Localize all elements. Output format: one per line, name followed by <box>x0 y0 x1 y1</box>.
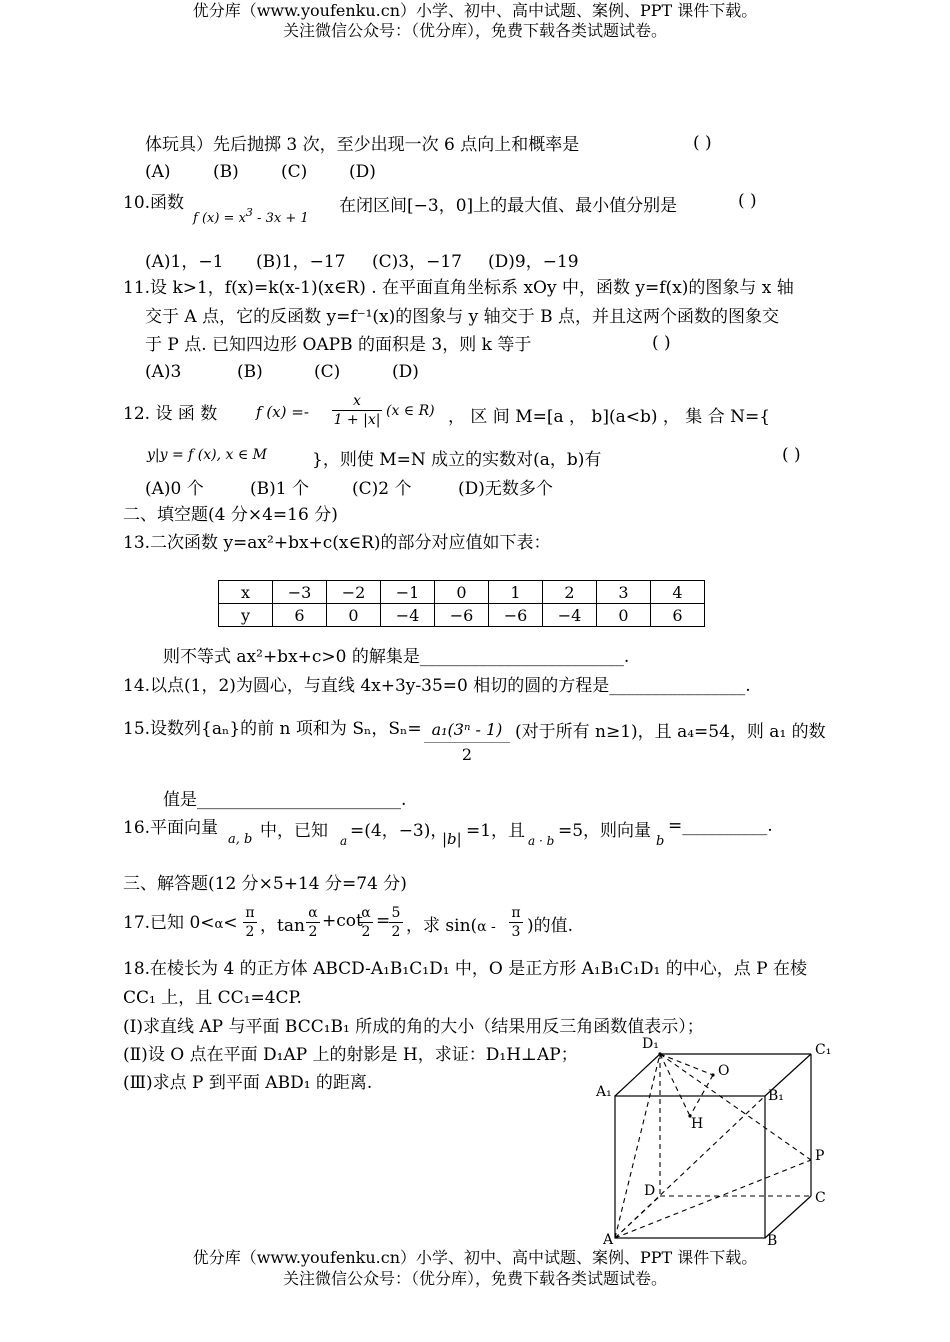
q10-text: 在闭区间[−3，0]上的最大值、最小值分别是 <box>339 196 678 216</box>
q18-line1: 18.在棱长为 4 的正方体 ABCD-A₁B₁C₁D₁ 中，O 是正方形 A₁B₁C₁D₁ 的中心，点 P 在棱 <box>123 959 807 979</box>
q12-f-lhs: f (x) =- <box>256 403 309 421</box>
q13-answer: 则不等式 ax²+bx+c>0 的解集是________________________. <box>163 647 630 667</box>
q17-frac-a2-1: α 2 <box>306 904 320 941</box>
edge-bc <box>765 1196 811 1238</box>
label-d1: D₁ <box>642 1036 659 1052</box>
q12-f-num: x <box>332 392 382 411</box>
table-cell: 3 <box>597 581 651 604</box>
label-b: B <box>767 1233 778 1249</box>
table-cell: 6 <box>273 604 327 627</box>
table-cell: −2 <box>327 581 381 604</box>
q18-line2: CC₁ 上，且 CC₁=4CP. <box>123 988 302 1008</box>
q16-vec-ab: a, b <box>228 832 253 847</box>
q11-option-a: (A)3 <box>145 362 182 382</box>
page-footer-line2: 关注微信公众号：（优分库），免费下载各类试题试卷。 <box>282 1269 667 1288</box>
q12-f-domain: (x ∈ R) <box>386 403 435 419</box>
q16-pre: 16.平面向量 <box>123 818 219 838</box>
q17-frac-a2-2: α 2 <box>359 904 373 941</box>
table-row-x <box>219 581 705 604</box>
q18-part2: (Ⅱ)设 O 点在平面 D₁AP 上的射影是 H，求证：D₁H⊥AP； <box>123 1045 578 1065</box>
section-fill-blank-title: 二、填空题(4 分×4=16 分) <box>123 505 338 525</box>
table-cell: y <box>219 604 273 627</box>
table-cell: 0 <box>597 604 651 627</box>
point-d1 <box>658 1052 661 1055</box>
q11-option-d: (D) <box>392 362 419 382</box>
q14-text: 14.以点(1，2)为圆心，与直线 4x+3y-35=0 相切的圆的方程是________________. <box>123 676 751 696</box>
q9-option-b: (B) <box>213 162 239 182</box>
table-cell: −3 <box>273 581 327 604</box>
q16-mid3: =1，且 <box>466 821 526 841</box>
q16-end: =__________. <box>668 816 773 836</box>
q16-mid1: 中，已知 <box>260 821 328 841</box>
q12-fraction <box>332 392 382 429</box>
q10-option-d: (D)9，−19 <box>488 252 579 272</box>
page-header-line1: 优分库（www.youfenku.cn）小学、初中、高中试题、案例、PPT 课件下载。 <box>192 1 758 20</box>
line-d1o <box>660 1054 713 1075</box>
table-cell: 0 <box>435 581 489 604</box>
table-cell: −6 <box>435 604 489 627</box>
label-o: O <box>718 1063 730 1079</box>
q9-paren: ( ) <box>693 133 712 153</box>
table-cell: 0 <box>327 604 381 627</box>
q12-option-b: (B)1 个 <box>250 479 309 499</box>
table-cell: 4 <box>651 581 705 604</box>
q16-mid4: =5，则向量 <box>558 821 652 841</box>
q17-frac-pi3: π 3 <box>509 904 523 941</box>
q17-pre: 17.已知 0<α< <box>123 913 238 933</box>
q11-line1: 11.设 k>1，f(x)=k(x-1)(x∈R) . 在平面直角坐标系 xOy 中，函数 y=f(x)的图象与 x 轴 <box>123 278 794 298</box>
q17-frac-52: 5 2 <box>389 904 403 941</box>
q10-paren: ( ) <box>738 191 757 211</box>
q15-pre: 15.设数列{aₙ}的前 n 项和为 Sₙ，Sₙ= <box>123 719 422 739</box>
q15-fraction <box>424 718 510 767</box>
q10-option-c: (C)3，−17 <box>372 252 462 272</box>
label-c: C <box>815 1190 826 1206</box>
q13-text: 13.二次函数 y=ax²+bx+c(x∈R)的部分对应值如下表： <box>123 533 551 553</box>
q17-cot: +cot <box>322 911 363 931</box>
line-d1h <box>660 1054 690 1116</box>
q12-option-d: (D)无数多个 <box>458 479 553 499</box>
q12-option-a: (A)0 个 <box>145 479 204 499</box>
label-p: P <box>815 1148 825 1164</box>
q12-text1: ， 区 间 M=[a ， b](a<b) ， 集 合 N={ <box>448 407 771 427</box>
q16-abs-b: |b| <box>442 830 462 848</box>
q10-option-a: (A)1，−1 <box>145 252 224 272</box>
edge-a1d1 <box>615 1054 660 1096</box>
q11-option-c: (C) <box>314 362 341 382</box>
section-solve-title: 三、解答题(12 分×5+14 分=74 分) <box>123 874 407 894</box>
cube-figure <box>590 1030 840 1255</box>
q17-find: ，求 sin(α - <box>406 916 496 936</box>
q9-text: 体玩具）先后抛掷 3 次，至少出现一次 6 点向上和概率是 <box>145 135 580 155</box>
table-cell: −6 <box>489 604 543 627</box>
label-d: D <box>644 1183 656 1199</box>
q16-vec-b: b <box>656 834 665 849</box>
q17-tan: ，tan <box>260 916 305 936</box>
q11-paren: ( ) <box>652 333 671 353</box>
q16-mid2: =(4，−3)， <box>350 821 448 841</box>
q12-set: y|y = f (x), x ∈ M <box>147 447 268 463</box>
label-a1: A₁ <box>596 1084 612 1100</box>
q17-frac-pi2-1: π 2 <box>243 904 257 941</box>
q18-part1: (I)求直线 AP 与平面 BCC₁B₁ 所成的角的大小（结果用反三角函数值表示）； <box>123 1017 704 1037</box>
q12-option-c: (C)2 个 <box>352 479 412 499</box>
q15-post: (对于所有 n≥1)，且 a₄=54，则 a₁ 的数 <box>515 722 826 742</box>
q11-line3: 于 P 点. 已知四边形 OAPB 的面积是 3，则 k 等于 <box>145 335 532 355</box>
label-a: A <box>603 1232 614 1248</box>
q15-den: 2 <box>461 745 473 764</box>
q9-option-a: (A) <box>145 162 171 182</box>
table-row-y <box>219 604 705 627</box>
q12-f-den: 1 + |x| <box>333 412 381 428</box>
line-ap <box>615 1160 811 1238</box>
label-c1: C₁ <box>815 1042 832 1058</box>
line-d1p <box>660 1054 811 1160</box>
page-header-line2: 关注微信公众号：（优分库），免费下载各类试题试卷。 <box>282 21 667 40</box>
q10-formula: f $(x) = x^3 - 3x + 1$ <box>193 206 309 226</box>
q15-line2: 值是________________________. <box>163 790 407 810</box>
q15-num: a₁(3ⁿ - 1) <box>424 718 510 743</box>
q16-vec-a: a <box>340 834 348 848</box>
table-cell: 2 <box>543 581 597 604</box>
line-ad1 <box>615 1054 660 1238</box>
table-cell: −4 <box>543 604 597 627</box>
q17-end: )的值. <box>527 916 574 936</box>
label-h: H <box>691 1116 704 1132</box>
q18-part3: (Ⅲ)求点 P 到平面 ABD₁ 的距离. <box>123 1073 373 1093</box>
table-cell: 6 <box>651 604 705 627</box>
q9-option-d: (D) <box>349 162 376 182</box>
q12-text2: }，则使 M=N 成立的实数对(a，b)有 <box>312 450 602 470</box>
table-cell: −1 <box>381 581 435 604</box>
q9-option-c: (C) <box>281 162 308 182</box>
q17-eq: = <box>376 911 391 931</box>
q11-option-b: (B) <box>237 362 263 382</box>
q12-paren: ( ) <box>782 445 801 465</box>
point-o <box>711 1073 714 1076</box>
table-cell: x <box>219 581 273 604</box>
table-cell: −4 <box>381 604 435 627</box>
q11-line2: 交于 A 点，它的反函数 y=f⁻¹(x)的图象与 y 轴交于 B 点，并且这两个函数的图象交 <box>145 307 779 327</box>
q10-label: 10.函数 <box>123 193 185 213</box>
q16-dot: a · b <box>528 834 555 848</box>
q10-option-b: (B)1，−17 <box>256 252 346 272</box>
q13-value-table <box>218 580 705 627</box>
page-footer-line1: 优分库（www.youfenku.cn）小学、初中、高中试题、案例、PPT 课件下载。 <box>192 1248 758 1267</box>
label-b1: B₁ <box>768 1088 784 1104</box>
table-cell: 1 <box>489 581 543 604</box>
q12-label: 12. 设 函 数 <box>123 404 218 424</box>
